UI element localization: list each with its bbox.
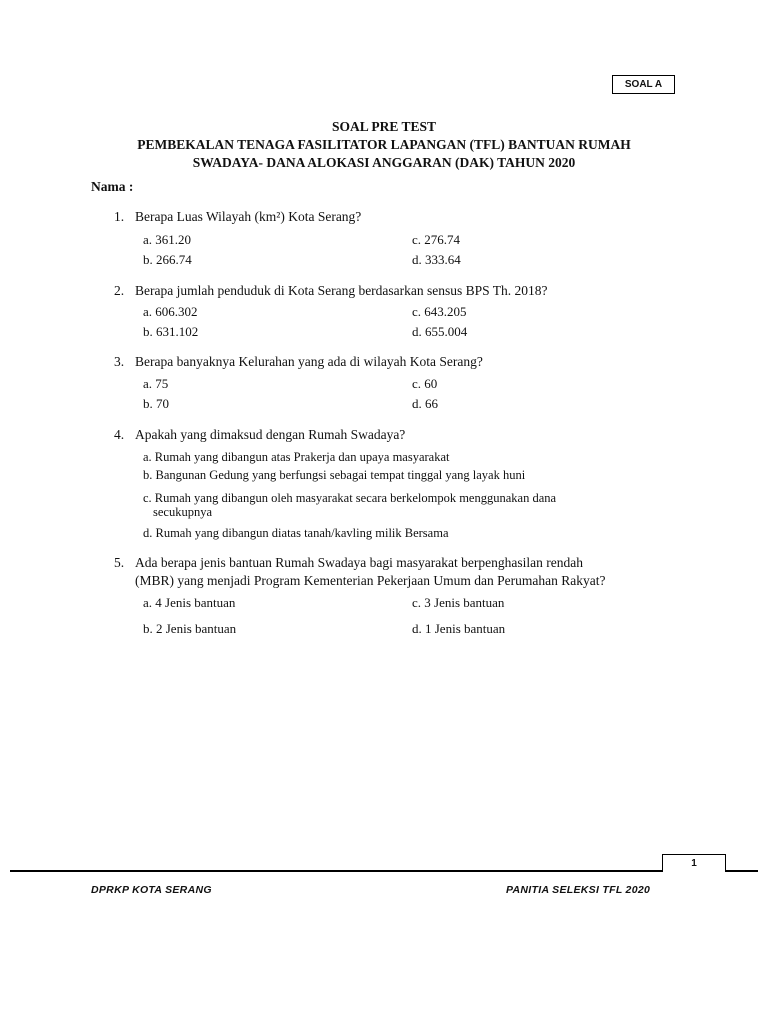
question-5-number: 5. (114, 555, 125, 570)
question-1-number: 1. (114, 209, 125, 224)
question-2-option-a: a. 606.302 (143, 304, 198, 319)
title-line-3: SWADAYA- DANA ALOKASI ANGGARAN (DAK) TAHUN 2020 (192, 155, 576, 170)
question-5-text-line-1: Ada berapa jenis bantuan Rumah Swadaya bagi masyarakat berpenghasilan rendah (135, 555, 583, 570)
footer-divider (10, 870, 758, 872)
question-5-option-d: d. 1 Jenis bantuan (412, 621, 506, 636)
question-1-option-d: d. 333.64 (412, 252, 461, 267)
title-line-1: SOAL PRE TEST (331, 119, 437, 134)
question-3-option-c: c. 60 (412, 376, 438, 391)
question-5-option-b: b. 2 Jenis bantuan (143, 621, 237, 636)
question-4-number: 4. (114, 427, 125, 442)
question-1-option-c: c. 276.74 (412, 232, 461, 247)
question-2-number: 2. (114, 283, 125, 298)
question-3-number: 3. (114, 354, 125, 369)
footer-right-text: PANITIA SELEKSI TFL 2020 (506, 884, 651, 896)
question-5-option-c: c. 3 Jenis bantuan (412, 595, 505, 610)
question-2-option-d: d. 655.004 (412, 324, 468, 339)
question-5-text-line-2: (MBR) yang menjadi Program Kementerian Pekerjaan Umum dan Perumahan Rakyat? (135, 573, 606, 588)
question-1-option-b: b. 266.74 (143, 252, 192, 267)
question-3-option-d: d. 66 (412, 396, 438, 411)
question-3-option-b: b. 70 (143, 396, 169, 411)
footer-left-text: DPRKP KOTA SERANG (91, 884, 212, 896)
page-number: 1 (662, 854, 726, 872)
question-4-option-c: c. Rumah yang dibangun oleh masyarakat secara berkelompok menggunakan dana (143, 491, 557, 505)
question-1-option-a: a. 361.20 (143, 232, 192, 247)
question-3-text: Berapa banyaknya Kelurahan yang ada di wilayah Kota Serang? (135, 354, 483, 369)
question-4-text: Apakah yang dimaksud dengan Rumah Swadaya? (135, 427, 406, 442)
question-5-option-a: a. 4 Jenis bantuan (143, 595, 236, 610)
question-4-option-d: d. Rumah yang dibangun diatas tanah/kavling milik Bersama (143, 526, 449, 540)
question-3-option-a: a. 75 (143, 376, 169, 391)
soal-label-box: SOAL A (612, 75, 675, 94)
title-line-2: PEMBEKALAN TENAGA FASILITATOR LAPANGAN (TFL) BANTUAN RUMAH (137, 137, 631, 152)
question-2-option-c: c. 643.205 (412, 304, 467, 319)
question-4-option-a: a. Rumah yang dibangun atas Prakerja dan upaya masyarakat (143, 450, 450, 464)
question-2-text: Berapa jumlah penduduk di Kota Serang berdasarkan sensus BPS Th. 2018? (135, 283, 548, 298)
question-1-text: Berapa Luas Wilayah (km²) Kota Serang? (135, 209, 362, 224)
nama-label: Nama : (91, 179, 134, 194)
question-4-option-b: b. Bangunan Gedung yang berfungsi sebagai tempat tinggal yang layak huni (143, 468, 526, 482)
question-2-option-b: b. 631.102 (143, 324, 199, 339)
question-4-option-c-continued: secukupnya (153, 505, 213, 519)
